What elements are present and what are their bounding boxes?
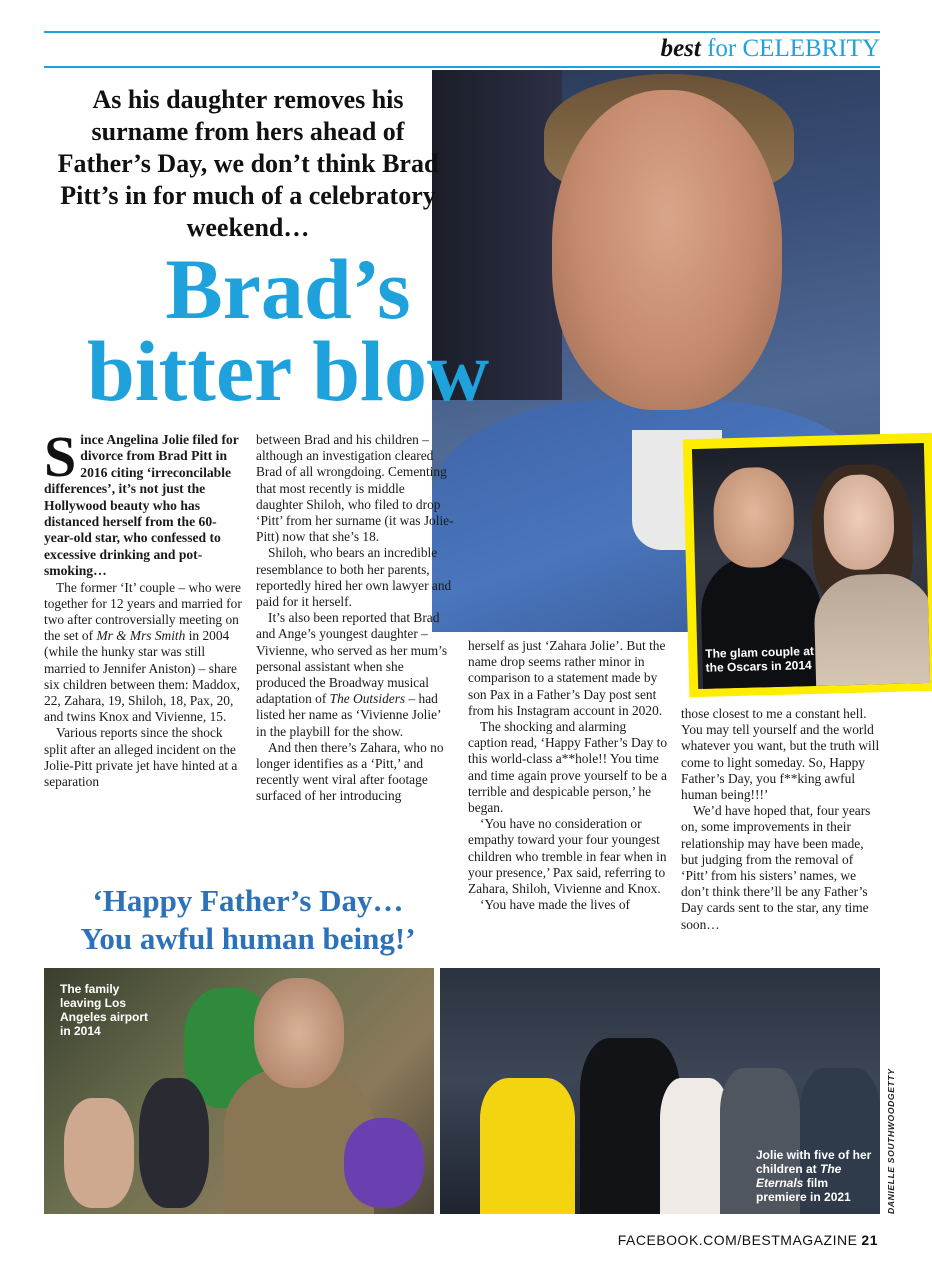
oscars-photo xyxy=(692,443,930,689)
page-number: 21 xyxy=(861,1232,878,1248)
body-paragraph: ‘You have no consideration or empathy toward your four youngest children who tremble in fear when in your presence,’ Pax said, referring to Zahara, Shiloh, Vivienne and Knox. xyxy=(468,816,667,897)
top-rule xyxy=(44,31,880,33)
body-paragraph: The former ‘It’ couple – who were together for 12 years and married for two after controversially meeting on the set of Mr & Mrs Smith in 2004 (while the hunky star was still married to Jennifer Aniston) – share six children between them: Maddox, 22, Zahara, 19, Shiloh, 18, Pax, 20, and twins Knox and Vivienne, 15. xyxy=(44,579,242,725)
body-paragraph: between Brad and his children – although an investigation cleared Brad of all wrongdoing. Cementing that most recently is middle daughter Shiloh, who filed to drop ‘Pitt’ from her surname (it was Jolie-Pitt) now that she’s 18. xyxy=(256,432,454,545)
body-paragraph: ‘You have made the lives of xyxy=(480,897,630,913)
section-label: for CELEBRITY xyxy=(707,35,880,62)
body-paragraph: herself as just ‘Zahara Jolie’. But the name drop seems rather minor in comparison to a statement made by son Pax in a Father’s Day post sent from his Instagram account in 2020. xyxy=(468,638,666,718)
body-paragraph: The shocking and alarming caption read, ‘Happy Father’s Day to this world-class a**hole!! You time and time again prove yourself to be a terrible and despicable person,’ he began. xyxy=(468,719,668,816)
airport-family-photo xyxy=(44,968,434,1214)
brand-logo: best xyxy=(660,35,701,62)
premiere-family-photo xyxy=(440,968,880,1214)
section-rule xyxy=(44,66,880,68)
deck-standfirst: As his daughter removes his surname from hers ahead of Father’s Day, we don’t think Brad Pitt’s in for much of a celebratory weekend… xyxy=(57,85,439,242)
lede-paragraph: Since Angelina Jolie filed for divorce from Brad Pitt in 2016 citing ‘irreconcilable differences’, it’s not just the Hollywood beauty who has distanced herself from the 60-year-old star, who confessed to excessive drinking and pot-smoking… xyxy=(44,424,239,579)
headline-line-1: Brad’s xyxy=(165,241,411,337)
photo-credit: DANIELLE SOUTHWOOD GETTY xyxy=(886,1068,896,1214)
page-footer xyxy=(618,1232,878,1248)
body-column-4 xyxy=(681,706,881,933)
body-column-1 xyxy=(44,424,242,790)
airport-caption: The family leaving Los Angeles airport in 2014 xyxy=(60,982,149,1038)
body-paragraph: And then there’s Zahara, who no longer identifies as a ‘Pitt,’ and recently went viral after footage surfaced of her introducing xyxy=(256,739,444,804)
body-paragraph: those closest to me a constant hell. You may tell yourself and the world whatever you want, but the truth will come to light someday. So, Happy Father’s Day, you f**king awful human being!!!’ xyxy=(681,706,880,803)
oscars-caption: The glam couple at the Oscars in 2014 xyxy=(705,643,815,675)
body-paragraph: We’d have hoped that, four years on, some improvements in their relationship may have been made, but judging from the removal of ‘Pitt’ from his sisters’ names, we don’t think there’ll be any Father’s Day cards sent to the star, any time soon… xyxy=(681,803,871,932)
body-paragraph: Various reports since the shock split after an alleged incident on the Jolie-Pitt private jet have hinted at a separation xyxy=(44,725,238,790)
pull-quote xyxy=(38,882,458,958)
headline xyxy=(28,241,548,419)
body-column-3 xyxy=(468,638,668,913)
premiere-caption: Jolie with five of her children at The Eternals film premiere in 2021 xyxy=(756,1148,872,1204)
oscars-inset-frame xyxy=(683,433,932,697)
body-paragraph: Shiloh, who bears an incredible resemblance to both her parents, reportedly hired her own lawyer and paid for it herself. xyxy=(256,545,452,610)
body-column-2 xyxy=(256,432,454,805)
pull-quote-line-2: You awful human being!’ xyxy=(80,921,416,956)
headline-line-2: bitter blow xyxy=(86,323,490,419)
section-tag xyxy=(661,34,880,64)
footer-url: FACEBOOK.COM/BESTMAGAZINE xyxy=(617,1232,858,1248)
drop-cap: S xyxy=(44,424,77,489)
pull-quote-line-1: ‘Happy Father’s Day… xyxy=(92,883,404,918)
body-paragraph: It’s also been reported that Brad and Ange’s youngest daughter – Vivienne, who served as her mum’s personal assistant when she produced the Broadway musical adaptation of The Outsiders – had listed her name as ‘Vivienne Jolie’ in the playbill for the show. xyxy=(256,610,448,739)
